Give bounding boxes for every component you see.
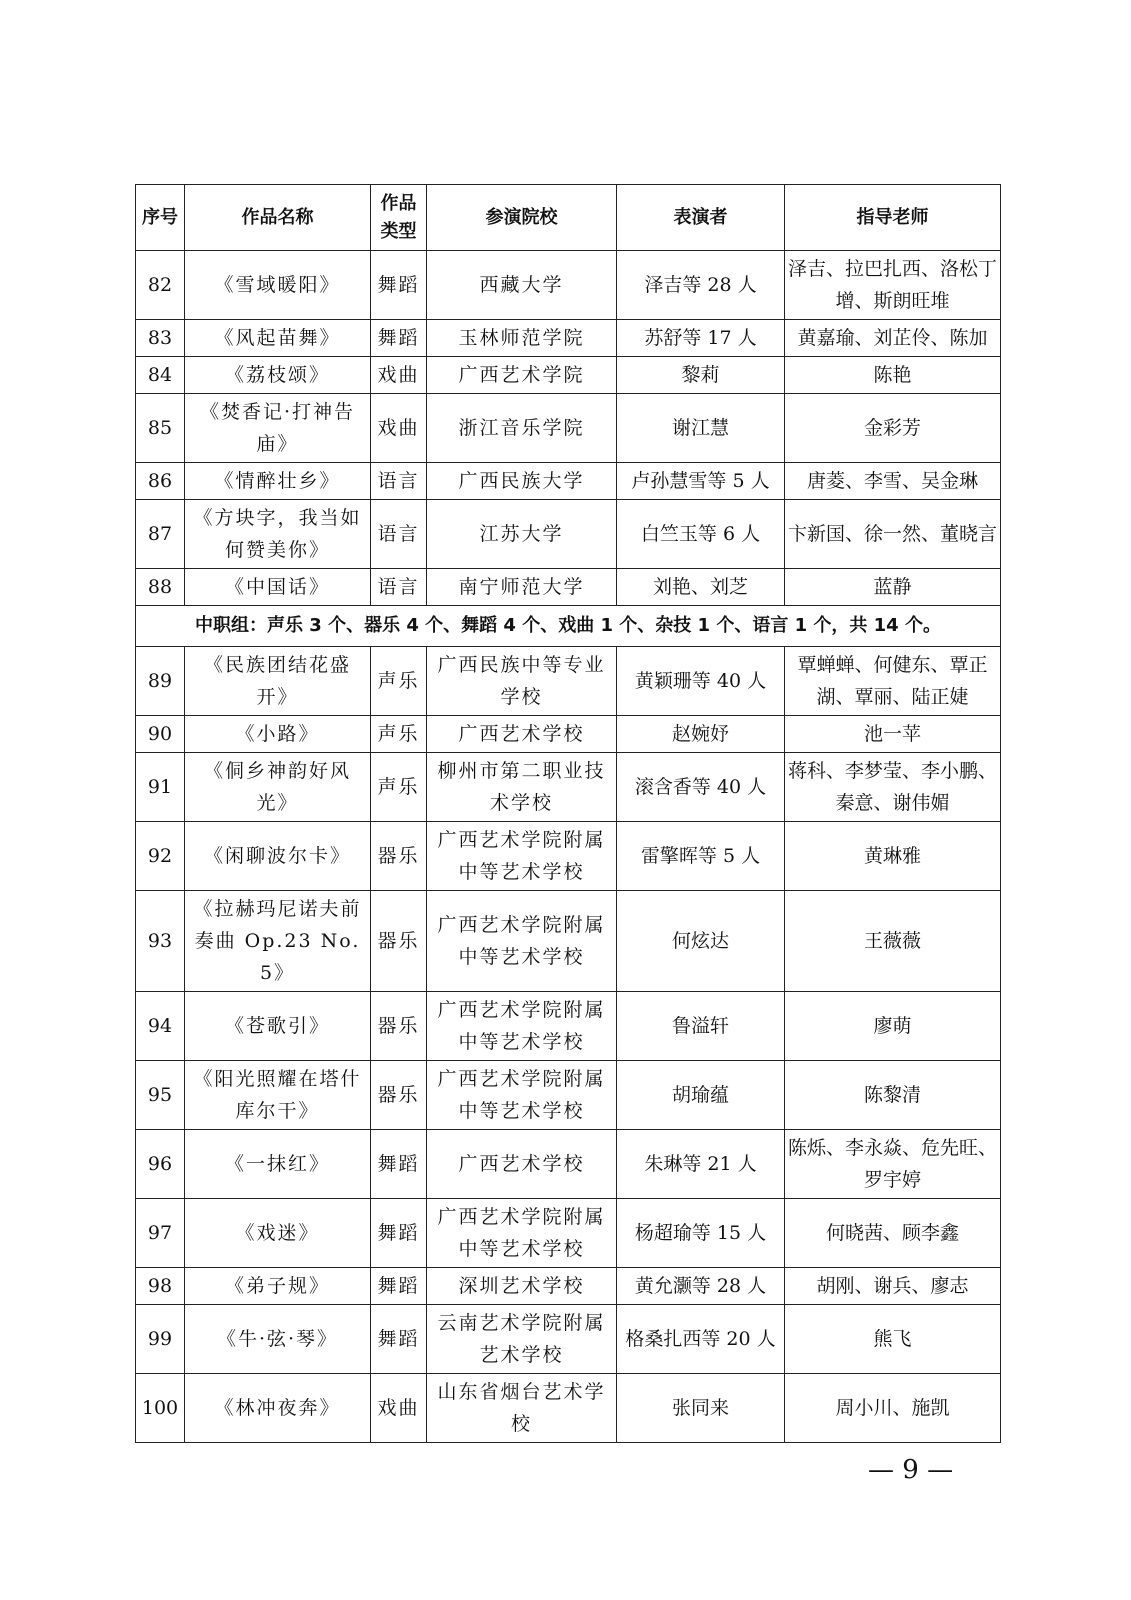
cell-teacher: 黄嘉瑜、刘芷伶、陈加: [785, 320, 1001, 357]
cell-type: 器乐: [371, 822, 427, 891]
cell-type: 器乐: [371, 992, 427, 1061]
cell-no: 91: [136, 753, 185, 822]
cell-no: 99: [136, 1305, 185, 1374]
cell-no: 90: [136, 716, 185, 753]
cell-no: 87: [136, 500, 185, 569]
cell-name: 《焚香记·打神告庙》: [185, 394, 371, 463]
header-type: 作品类型: [371, 185, 427, 251]
section-title: 中职组：声乐 3 个、器乐 4 个、舞蹈 4 个、戏曲 1 个、杂技 1 个、语言 1 个，共 14 个。: [136, 606, 1001, 647]
cell-teacher: 廖萌: [785, 992, 1001, 1061]
header-name: 作品名称: [185, 185, 371, 251]
cell-teacher: 陈黎清: [785, 1061, 1001, 1130]
cell-name: 《侗乡神韵好风光》: [185, 753, 371, 822]
table-row: [136, 1374, 1001, 1443]
cell-performer: 黄颖珊等 40 人: [617, 647, 785, 716]
header-school: 参演院校: [427, 185, 617, 251]
cell-teacher: 蓝静: [785, 569, 1001, 606]
cell-type: 器乐: [371, 1061, 427, 1130]
cell-school: 广西艺术学院附属中等艺术学校: [427, 992, 617, 1061]
cell-no: 88: [136, 569, 185, 606]
cell-name: 《荔枝颂》: [185, 357, 371, 394]
cell-school: 广西艺术学校: [427, 1130, 617, 1199]
cell-school: 柳州市第二职业技术学校: [427, 753, 617, 822]
program-table: [135, 184, 1001, 1443]
cell-type: 舞蹈: [371, 1130, 427, 1199]
cell-name: 《牛·弦·琴》: [185, 1305, 371, 1374]
cell-type: 舞蹈: [371, 1268, 427, 1305]
table-row: [136, 463, 1001, 500]
table-row: [136, 1130, 1001, 1199]
cell-teacher: 黄琳雅: [785, 822, 1001, 891]
cell-school: 广西艺术学院附属中等艺术学校: [427, 1199, 617, 1268]
cell-no: 100: [136, 1374, 185, 1443]
table-row: [136, 992, 1001, 1061]
cell-performer: 杨超瑜等 15 人: [617, 1199, 785, 1268]
cell-type: 语言: [371, 500, 427, 569]
cell-no: 85: [136, 394, 185, 463]
header-teacher: 指导老师: [785, 185, 1001, 251]
cell-performer: 雷擎晖等 5 人: [617, 822, 785, 891]
cell-no: 82: [136, 251, 185, 320]
cell-name: 《拉赫玛尼诺夫前奏曲 Op.23 No.5》: [185, 891, 371, 992]
cell-school: 广西艺术学院附属中等艺术学校: [427, 1061, 617, 1130]
cell-type: 声乐: [371, 716, 427, 753]
cell-performer: 白竺玉等 6 人: [617, 500, 785, 569]
cell-type: 舞蹈: [371, 1199, 427, 1268]
table-row: [136, 569, 1001, 606]
cell-performer: 泽吉等 28 人: [617, 251, 785, 320]
header-no: 序号: [136, 185, 185, 251]
cell-no: 86: [136, 463, 185, 500]
cell-type: 舞蹈: [371, 251, 427, 320]
vocational-group-rows: [136, 647, 1001, 1443]
section-group: [136, 606, 1001, 647]
cell-performer: 刘艳、刘芝: [617, 569, 785, 606]
section-header-row: [136, 606, 1001, 647]
cell-name: 《林冲夜奔》: [185, 1374, 371, 1443]
cell-performer: 鲁溢轩: [617, 992, 785, 1061]
cell-type: 声乐: [371, 753, 427, 822]
cell-type: 语言: [371, 463, 427, 500]
cell-school: 浙江音乐学院: [427, 394, 617, 463]
cell-school: 西藏大学: [427, 251, 617, 320]
cell-name: 《阳光照耀在塔什库尔干》: [185, 1061, 371, 1130]
cell-performer: 赵婉妤: [617, 716, 785, 753]
cell-no: 89: [136, 647, 185, 716]
cell-type: 语言: [371, 569, 427, 606]
cell-teacher: 何晓茜、顾李鑫: [785, 1199, 1001, 1268]
cell-name: 《一抹红》: [185, 1130, 371, 1199]
cell-teacher: 周小川、施凯: [785, 1374, 1001, 1443]
cell-name: 《方块字，我当如何赞美你》: [185, 500, 371, 569]
cell-school: 广西艺术学院附属中等艺术学校: [427, 891, 617, 992]
cell-type: 戏曲: [371, 357, 427, 394]
cell-performer: 黄允灏等 28 人: [617, 1268, 785, 1305]
cell-name: 《戏迷》: [185, 1199, 371, 1268]
cell-type: 舞蹈: [371, 320, 427, 357]
cell-name: 《中国话》: [185, 569, 371, 606]
cell-no: 98: [136, 1268, 185, 1305]
cell-school: 广西民族大学: [427, 463, 617, 500]
cell-performer: 胡瑜蕴: [617, 1061, 785, 1130]
cell-type: 舞蹈: [371, 1305, 427, 1374]
cell-teacher: 覃蝉蝉、何健东、覃正湖、覃丽、陆正婕: [785, 647, 1001, 716]
cell-name: 《弟子规》: [185, 1268, 371, 1305]
cell-school: 广西艺术学院附属中等艺术学校: [427, 822, 617, 891]
table-row: [136, 716, 1001, 753]
table-row: [136, 647, 1001, 716]
cell-no: 84: [136, 357, 185, 394]
header-performer: 表演者: [617, 185, 785, 251]
cell-teacher: 唐菱、李雪、吴金琳: [785, 463, 1001, 500]
table-row: [136, 500, 1001, 569]
table-row: [136, 1061, 1001, 1130]
cell-school: 云南艺术学院附属艺术学校: [427, 1305, 617, 1374]
cell-name: 《民族团结花盛开》: [185, 647, 371, 716]
cell-school: 广西艺术学院: [427, 357, 617, 394]
cell-performer: 朱琳等 21 人: [617, 1130, 785, 1199]
cell-school: 山东省烟台艺术学校: [427, 1374, 617, 1443]
cell-teacher: 金彩芳: [785, 394, 1001, 463]
table-row: [136, 394, 1001, 463]
cell-performer: 谢江慧: [617, 394, 785, 463]
cell-performer: 滚含香等 40 人: [617, 753, 785, 822]
cell-school: 广西艺术学校: [427, 716, 617, 753]
cell-teacher: 泽吉、拉巴扎西、洛松丁增、斯朗旺堆: [785, 251, 1001, 320]
table-row: [136, 1305, 1001, 1374]
cell-name: 《雪域暖阳》: [185, 251, 371, 320]
cell-type: 声乐: [371, 647, 427, 716]
cell-name: 《小路》: [185, 716, 371, 753]
cell-performer: 张同来: [617, 1374, 785, 1443]
page-number: — 9 —: [868, 1455, 954, 1485]
cell-teacher: 陈烁、李永焱、危先旺、罗宇婷: [785, 1130, 1001, 1199]
cell-school: 江苏大学: [427, 500, 617, 569]
cell-type: 戏曲: [371, 394, 427, 463]
university-group-rows: [136, 251, 1001, 606]
cell-name: 《风起苗舞》: [185, 320, 371, 357]
cell-name: 《闲聊波尔卡》: [185, 822, 371, 891]
cell-performer: 黎莉: [617, 357, 785, 394]
cell-type: 器乐: [371, 891, 427, 992]
cell-name: 《苍歌引》: [185, 992, 371, 1061]
cell-performer: 卢孙慧雪等 5 人: [617, 463, 785, 500]
table-row: [136, 357, 1001, 394]
table-row: [136, 891, 1001, 992]
cell-type: 戏曲: [371, 1374, 427, 1443]
cell-no: 96: [136, 1130, 185, 1199]
header-row: [136, 185, 1001, 251]
cell-teacher: 王薇薇: [785, 891, 1001, 992]
cell-no: 94: [136, 992, 185, 1061]
cell-teacher: 陈艳: [785, 357, 1001, 394]
cell-performer: 何炫达: [617, 891, 785, 992]
cell-teacher: 池一苹: [785, 716, 1001, 753]
cell-school: 南宁师范大学: [427, 569, 617, 606]
table-row: [136, 1199, 1001, 1268]
cell-school: 广西民族中等专业学校: [427, 647, 617, 716]
cell-no: 83: [136, 320, 185, 357]
cell-no: 97: [136, 1199, 185, 1268]
cell-no: 93: [136, 891, 185, 992]
table-row: [136, 1268, 1001, 1305]
cell-teacher: 胡刚、谢兵、廖志: [785, 1268, 1001, 1305]
table-row: [136, 822, 1001, 891]
cell-teacher: 蒋科、李梦莹、李小鹏、秦意、谢伟媚: [785, 753, 1001, 822]
table-row: [136, 753, 1001, 822]
table-row: [136, 251, 1001, 320]
table-row: [136, 320, 1001, 357]
cell-teacher: 卞新国、徐一然、董晓言: [785, 500, 1001, 569]
cell-no: 95: [136, 1061, 185, 1130]
cell-performer: 苏舒等 17 人: [617, 320, 785, 357]
cell-no: 92: [136, 822, 185, 891]
cell-name: 《情醉壮乡》: [185, 463, 371, 500]
cell-performer: 格桑扎西等 20 人: [617, 1305, 785, 1374]
cell-school: 深圳艺术学校: [427, 1268, 617, 1305]
cell-teacher: 熊飞: [785, 1305, 1001, 1374]
cell-school: 玉林师范学院: [427, 320, 617, 357]
